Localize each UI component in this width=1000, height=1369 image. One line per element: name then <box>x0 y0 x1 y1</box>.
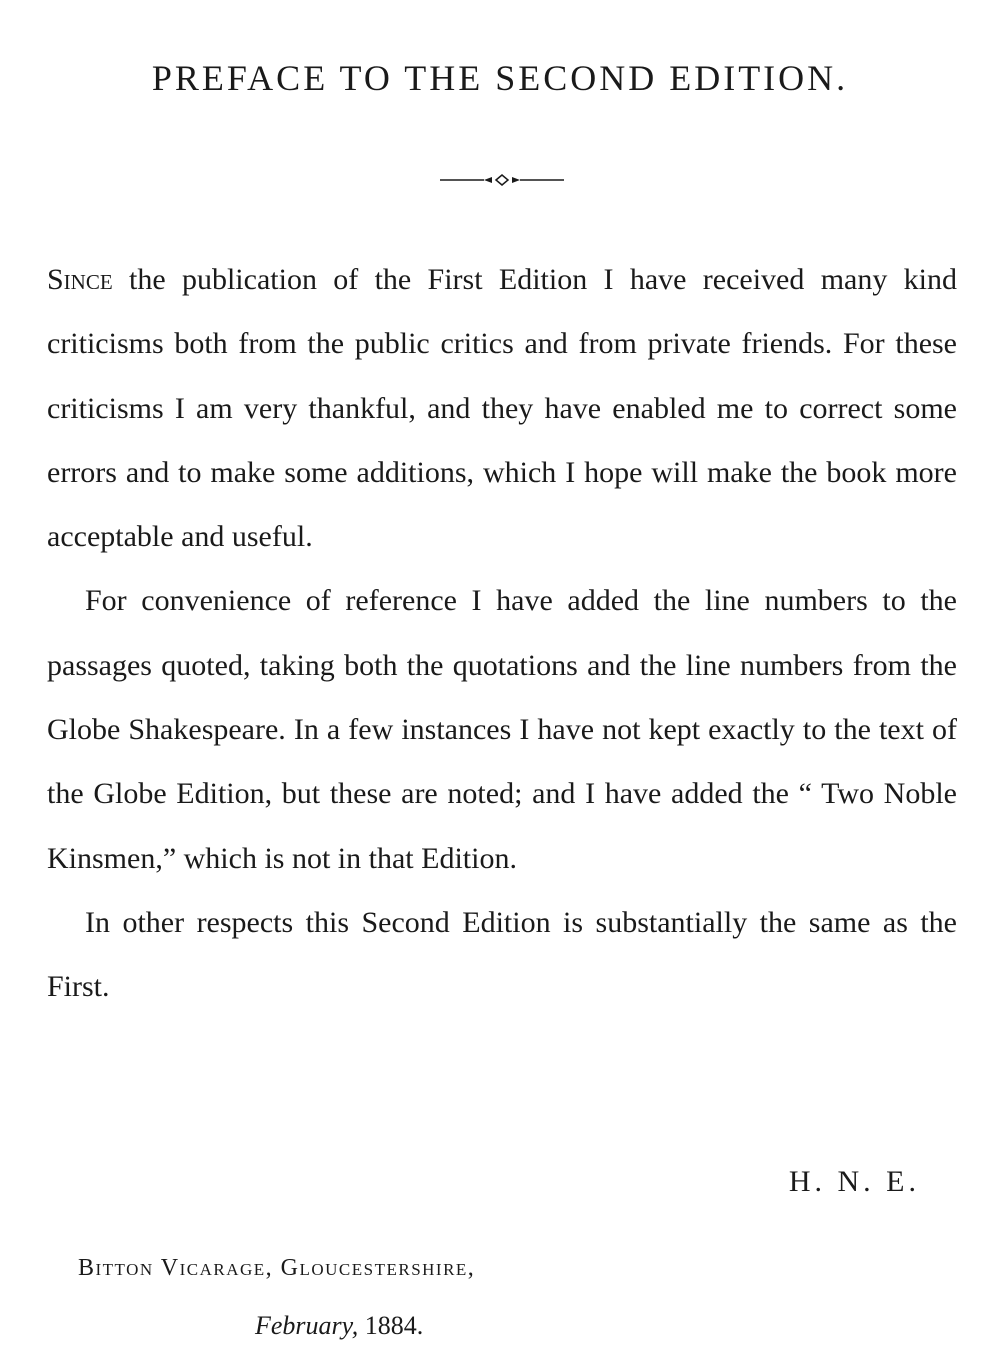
author-initials: H. N. E. <box>788 1165 920 1198</box>
paragraph-1-text: the publication of the First Edition I have received many kind criticisms both from the public critics and from private friends. For these criticisms I am very thankful, and they have enabled me to correct some errors and to make some additions, which I hope will make the book more acceptable and useful. <box>47 263 957 554</box>
ornament-divider-icon <box>440 172 564 188</box>
date-month: February, <box>255 1311 359 1340</box>
paragraph-2: For convenience of reference I have added the line numbers to the passages quoted, taking both the quotations and the line numbers from the Globe Shakespeare. In a few instances I have not kept exactly to the text of the Globe Edition, but these are noted; and I have added the “ Two Noble Kinsmen,” which is not in that Edition. <box>47 584 957 875</box>
paragraph-3: In other respects this Second Edition is substantially the same as the First. <box>47 905 957 1004</box>
page-title: PREFACE TO THE SECOND EDITION. <box>151 58 849 98</box>
date-year: 1884. <box>364 1311 424 1340</box>
paragraph-1 <box>47 248 957 569</box>
drop-lead-word: Since <box>47 263 113 296</box>
date-line <box>255 1306 555 1346</box>
preface-body <box>47 248 957 1020</box>
place-line: Bitton Vicarage, Gloucestershire, <box>78 1255 476 1281</box>
